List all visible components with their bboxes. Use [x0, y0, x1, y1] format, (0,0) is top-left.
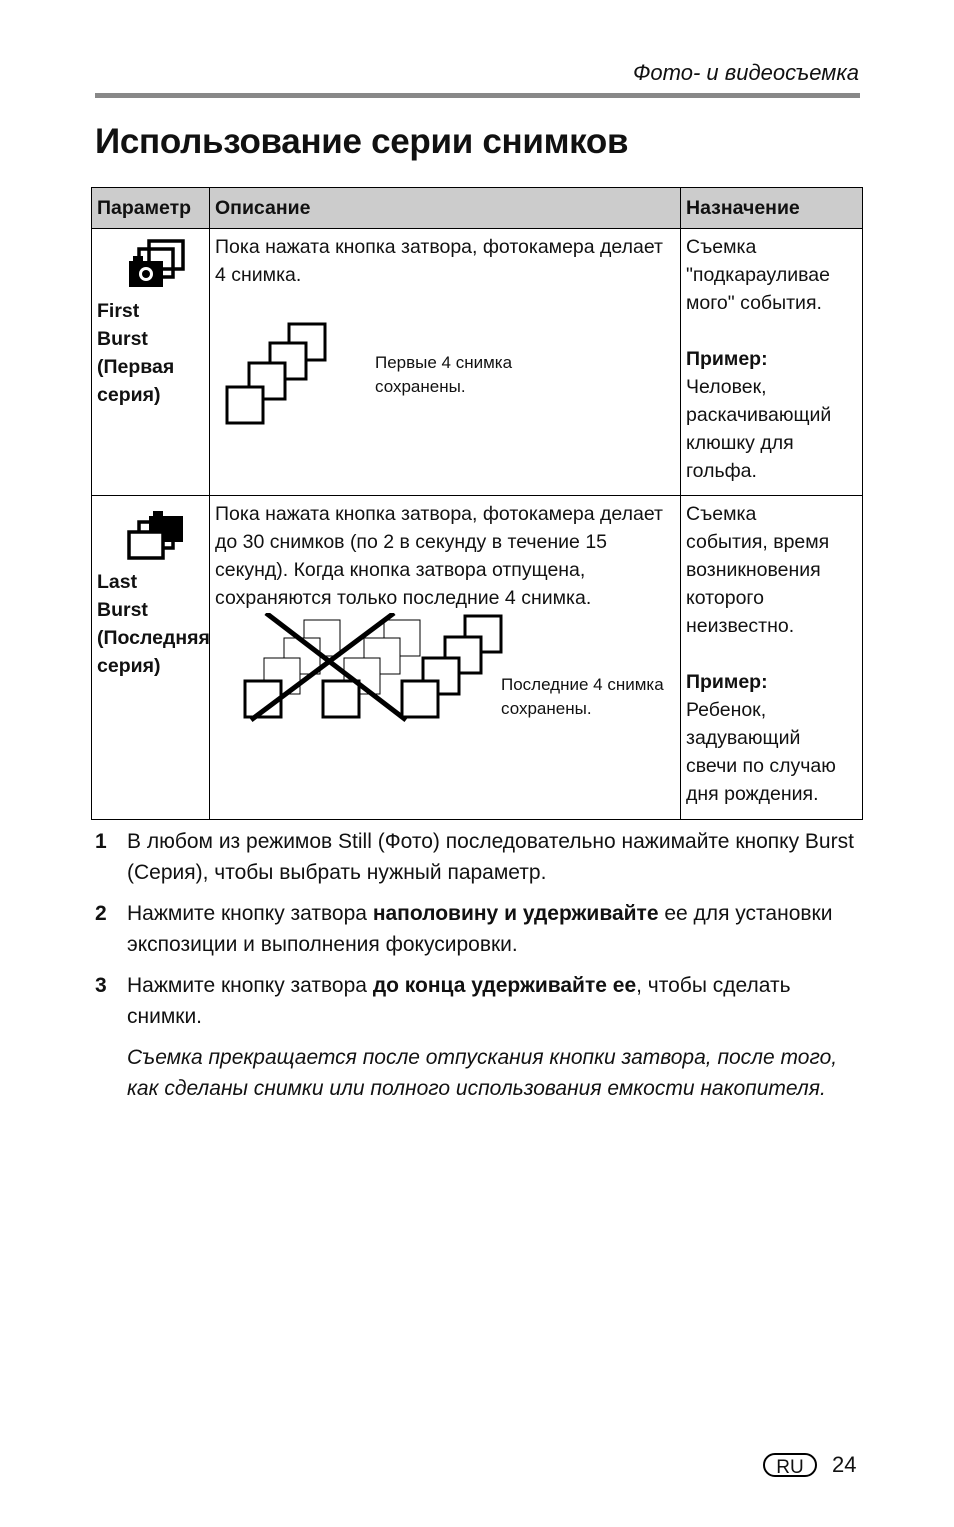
step-number: 2 [95, 902, 107, 925]
last-burst-illustration [226, 613, 516, 725]
header-divider [95, 93, 860, 98]
description-cell [210, 496, 681, 820]
table-row-first-burst [92, 229, 863, 496]
example-label: Пример: [686, 348, 768, 370]
burst-modes-table [91, 187, 863, 820]
param-cell [92, 229, 210, 496]
step-item: 2 Нажмите кнопку затвора наполовину и удерживайте ее для установки экспозиции и выполнения фокусировки. [95, 898, 865, 960]
table-row-last-burst [92, 496, 863, 820]
illustration-caption: Последние 4 снимка сохранены. [501, 675, 664, 718]
last-burst-icon [125, 506, 187, 562]
header-param: Параметр [92, 188, 210, 229]
first-burst-illustration [222, 321, 332, 431]
step-number: 1 [95, 830, 107, 853]
step-emphasis: наполовину и удерживайте [372, 902, 659, 925]
step-text: В любом из режимов Still (Фото) последовательно нажимайте кнопку Burst (Серия), чтобы выбрать нужный параметр. [127, 830, 854, 884]
step-item: 3 Нажмите кнопку затвора до конца удерживайте ее, чтобы сделать снимки. [95, 970, 865, 1032]
first-burst-icon [125, 239, 187, 291]
page-title: Использование серии снимков [95, 122, 629, 161]
header-purpose: Назначение [681, 188, 863, 229]
param-name: First Burst (Первая серия) [97, 300, 175, 406]
step-note: Съемка прекращается после отпускания кнопки затвора, после того, как сделаны снимки или полного использования емкости накопителя. [127, 1046, 838, 1100]
description-cell [210, 229, 681, 496]
purpose-cell: Съемка "подкарауливае мого" события. Пример: Человек, раскачивающий клюшку для гольфа. [681, 229, 863, 496]
param-name: Last Burst (Последняя серия) [97, 571, 210, 677]
step-item [95, 826, 865, 888]
step-emphasis: до конца удерживайте ее [372, 974, 637, 997]
description-text: Пока нажата кнопка затвора, фотокамера делает 4 снимка. [215, 236, 663, 286]
header-description: Описание [210, 188, 681, 229]
description-text: Пока нажата кнопка затвора, фотокамера делает до 30 снимков (по 2 в секунду в течение 15 секунд). Когда кнопка затвора отпущена, сохраняются только последние 4 снимка. [215, 503, 663, 609]
step-number: 3 [95, 974, 107, 997]
purpose-cell: Съемка события, время возникновения которого неизвестно. Пример: Ребенок, задувающий свечи по случаю дня рождения. [681, 496, 863, 820]
param-cell [92, 496, 210, 820]
illustration-caption: Первые 4 снимка сохранены. [375, 353, 513, 396]
running-header: Фото- и видеосъемка [632, 60, 859, 85]
table-header-row [92, 188, 863, 229]
page-number: 24 [832, 1452, 857, 1477]
language-badge: RU [763, 1453, 817, 1477]
example-label: Пример: [686, 671, 768, 693]
steps-list [95, 826, 865, 1104]
